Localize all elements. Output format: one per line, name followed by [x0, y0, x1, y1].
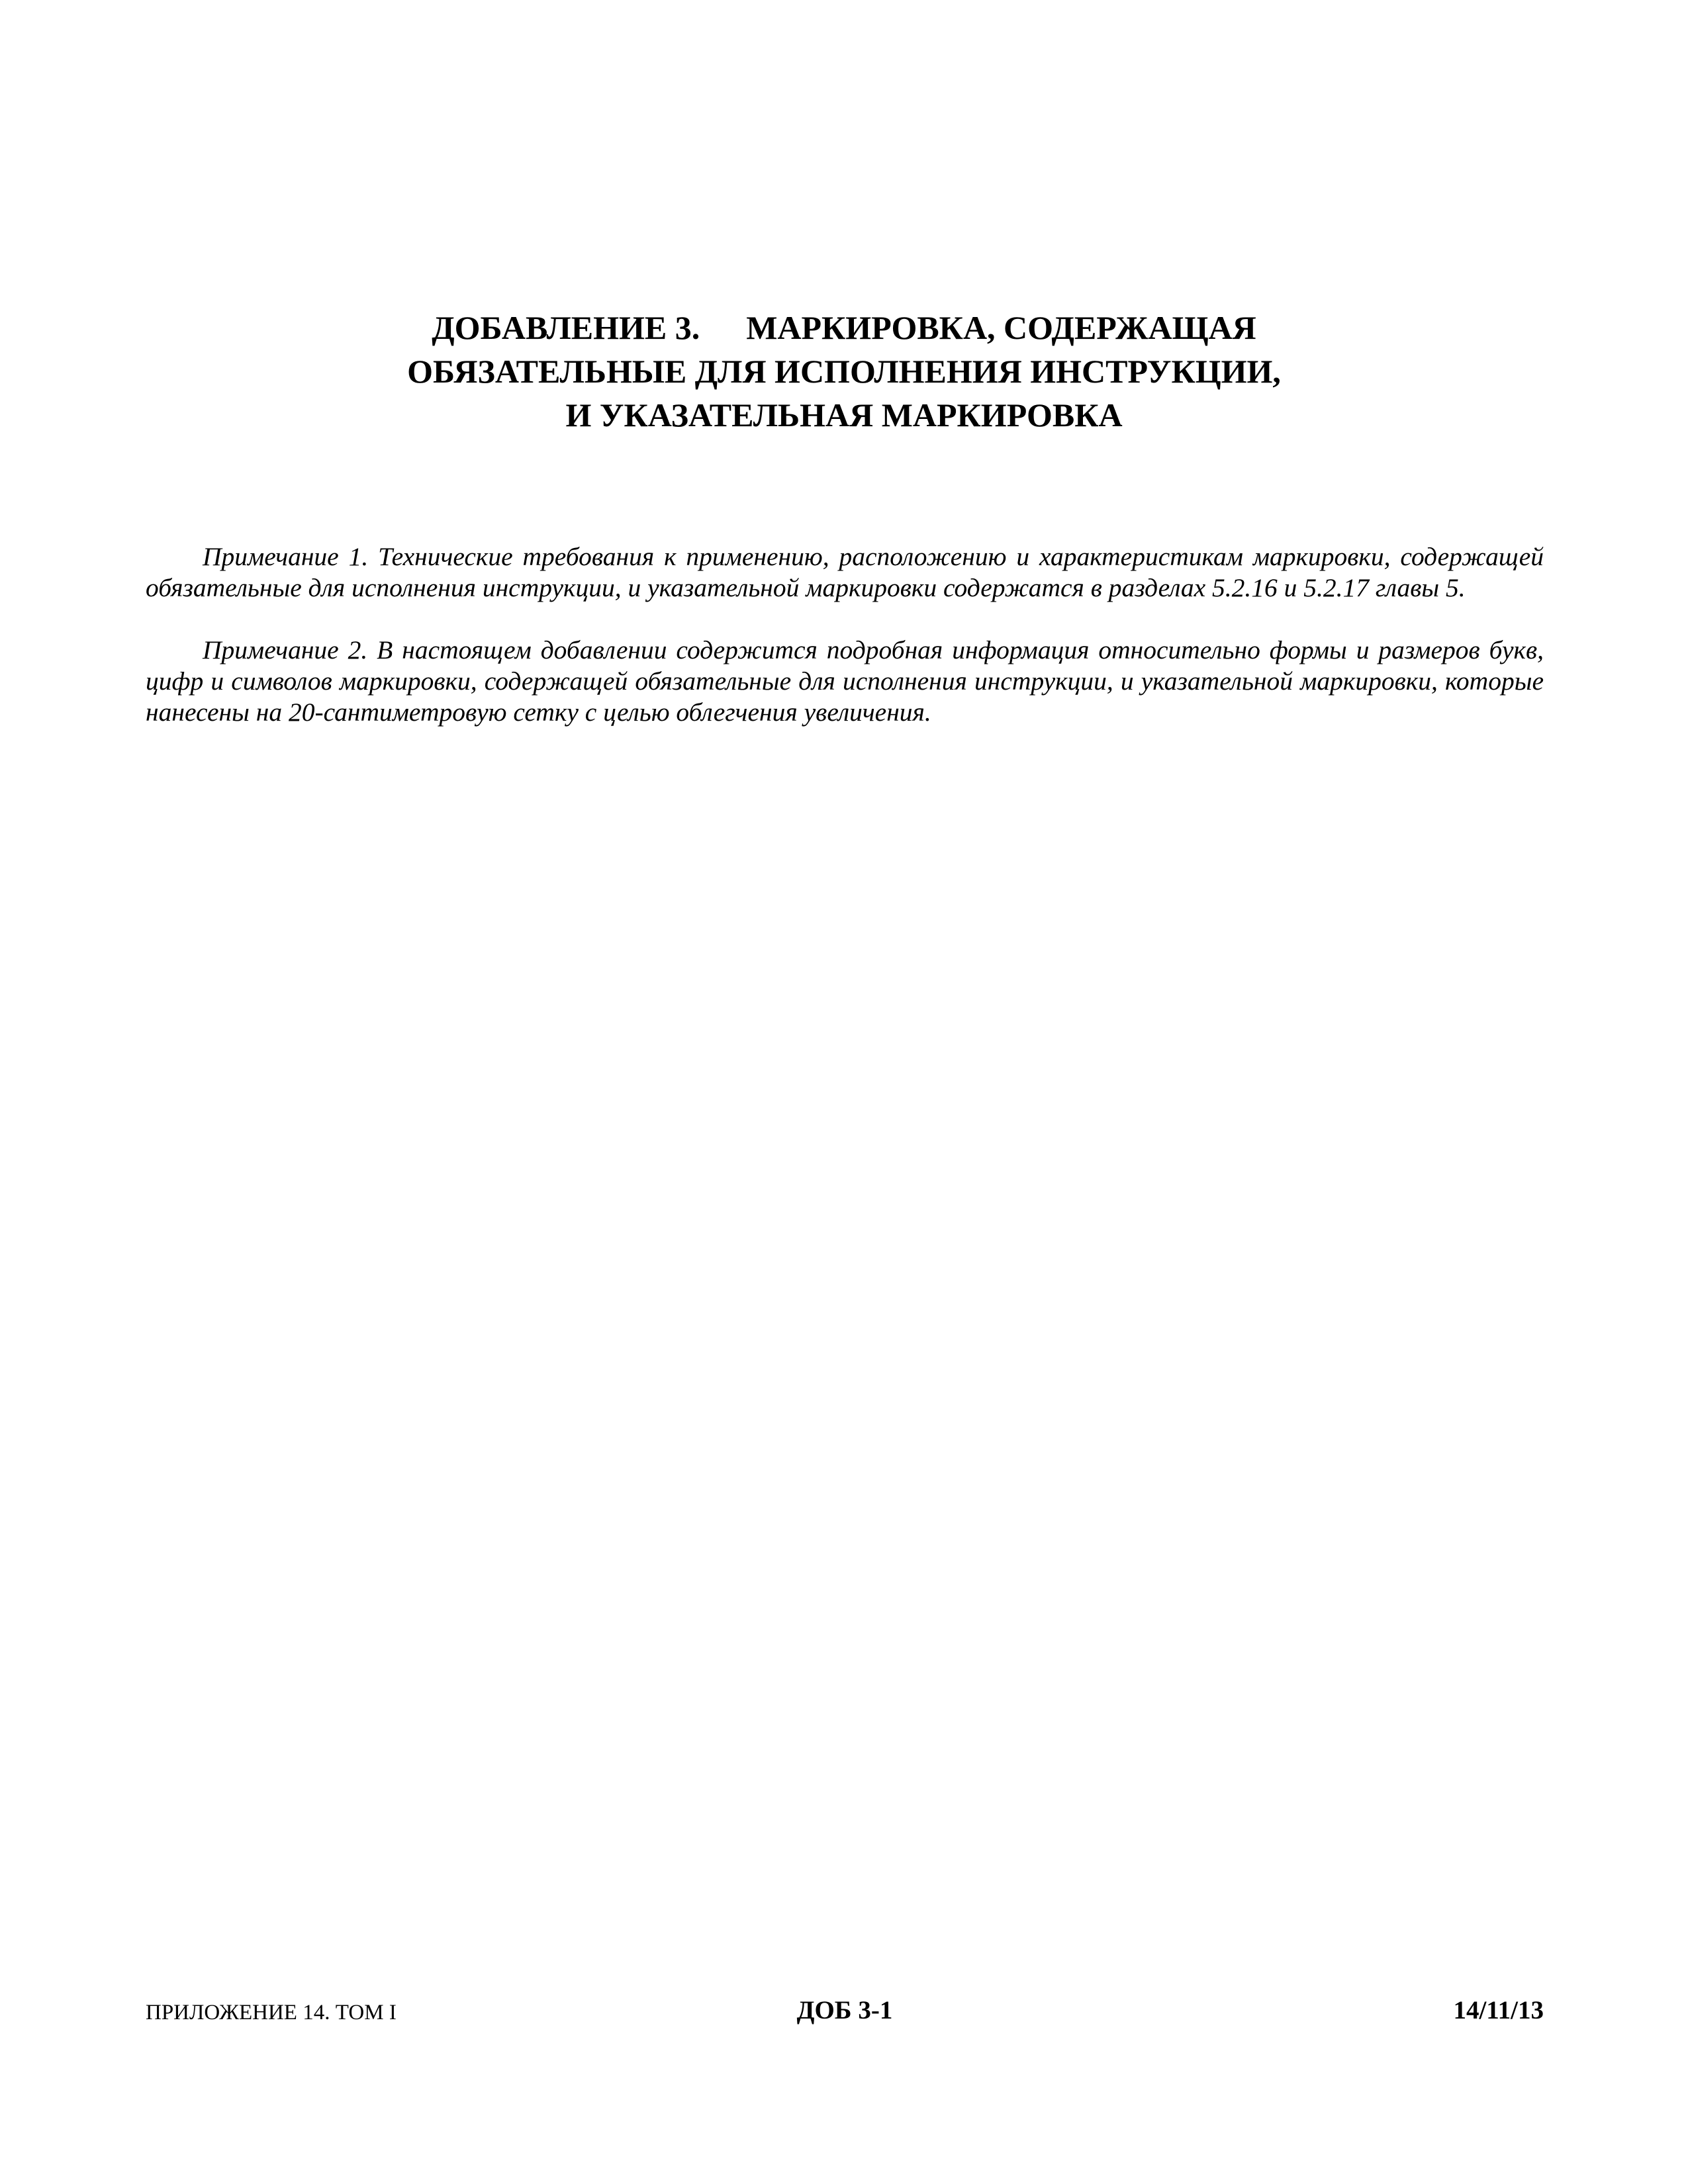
footer-date: 14/11/13 [1453, 1996, 1544, 2025]
title-line-3: И УКАЗАТЕЛЬНАЯ МАРКИРОВКА [565, 396, 1123, 433]
note-1: Примечание 1. Технические требования к применению, расположению и характеристикам маркировки, содержащей обязательные для исполнения инструкции, и указательной маркировки содержатся в разделах 5.2.16 и 5.2.17 главы 5. [146, 542, 1544, 602]
note-2: Примечание 2. В настоящем добавлении содержится подробная информация относительно формы и размеров букв, цифр и символов маркировки, содержащей обязательные для исполнения инструкции, и указательной маркировки, которые нанесены на 20-сантиметровую сетку с целью облегчения увеличения. [146, 635, 1544, 727]
footer-page-number: ДОБ 3-1 [796, 1996, 893, 2025]
title-line-1 [146, 306, 1542, 349]
page-footer [146, 1995, 1544, 2028]
title-line-1-rest: МАРКИРОВКА, СОДЕРЖАЩАЯ [746, 309, 1256, 346]
appendix-title [146, 306, 1542, 437]
title-prefix: ДОБАВЛЕНИЕ 3. [432, 309, 700, 346]
footer-document-ref: ПРИЛОЖЕНИЕ 14. ТОМ I [146, 2001, 397, 2025]
notes-section [146, 541, 1544, 759]
title-line-2: ОБЯЗАТЕЛЬНЫЕ ДЛЯ ИСПОЛНЕНИЯ ИНСТРУКЦИИ, [407, 353, 1281, 390]
